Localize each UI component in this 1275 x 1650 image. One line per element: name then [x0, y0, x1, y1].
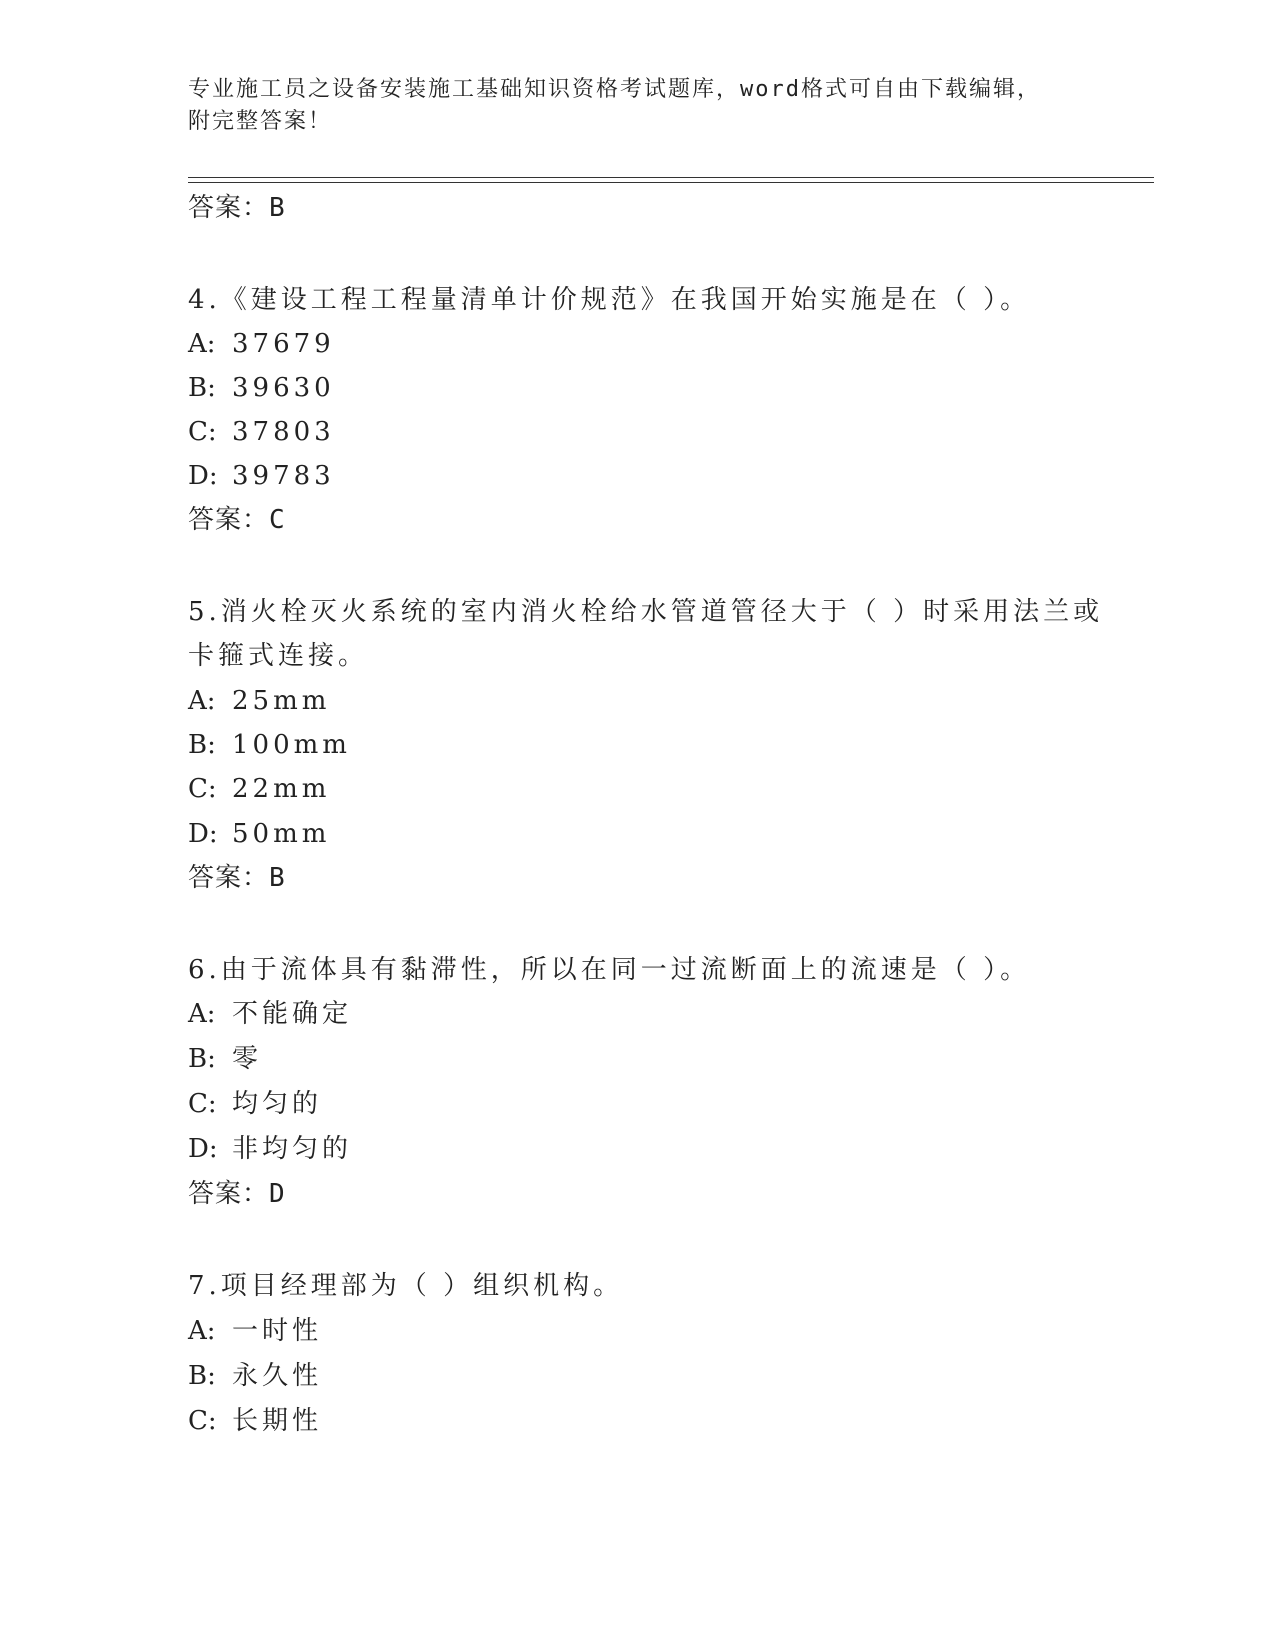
option-text: 零: [232, 1044, 263, 1074]
header-divider-top: [188, 177, 1154, 178]
answer-line-q4: [188, 503, 286, 537]
question-7-text: 7.项目经理部为（ ）组织机构。: [188, 1271, 624, 1301]
option-label: A:: [188, 329, 216, 359]
question-5-option-b: [188, 728, 351, 762]
option-text: 50mm: [232, 819, 331, 849]
option-label: A:: [188, 1316, 216, 1346]
header-line-1: 专业施工员之设备安装施工基础知识资格考试题库，word格式可自由下载编辑，: [188, 77, 1041, 102]
option-text: 37803: [232, 417, 335, 447]
question-5-option-d: [188, 817, 330, 851]
question-6-option-c: [188, 1087, 322, 1121]
answer-line-q3: [188, 191, 286, 225]
question-4-option-c: [188, 415, 335, 449]
option-label: D:: [188, 461, 218, 491]
option-text: 不能确定: [232, 999, 353, 1029]
option-text: 37679: [232, 329, 335, 359]
option-label: C:: [188, 774, 217, 804]
option-label: B:: [188, 730, 216, 760]
question-4-option-a: [188, 327, 335, 361]
option-label: B:: [188, 373, 216, 403]
answer-label: 答案：: [188, 505, 270, 535]
question-4-option-b: [188, 371, 335, 405]
option-label: D:: [188, 1134, 218, 1164]
option-label: B:: [188, 1361, 216, 1391]
option-label: C:: [188, 1089, 217, 1119]
option-label: D:: [188, 819, 218, 849]
question-5-text-line-1: 5.消火栓灭火系统的室内消火栓给水管道管径大于（ ）时采用法兰或: [188, 597, 1104, 627]
option-text: 25mm: [232, 686, 331, 716]
option-text: 39783: [232, 461, 335, 491]
question-4-text: 4.《建设工程工程量清单计价规范》在我国开始实施是在（ ）。: [188, 285, 1031, 315]
question-6-option-b: [188, 1042, 262, 1076]
option-text: 100mm: [232, 730, 351, 760]
question-7-option-b: [188, 1359, 322, 1393]
answer-value: B: [269, 193, 286, 223]
answer-line-q5: [188, 861, 286, 895]
option-label: B:: [188, 1044, 216, 1074]
answer-label: 答案：: [188, 193, 270, 223]
answer-label: 答案：: [188, 1179, 270, 1209]
question-5-option-a: [188, 684, 330, 718]
question-6-option-a: [188, 997, 352, 1031]
option-text: 一时性: [232, 1316, 323, 1346]
option-label: A:: [188, 999, 216, 1029]
document-header: [188, 74, 1068, 138]
question-6-option-d: [188, 1132, 352, 1166]
option-text: 非均匀的: [232, 1134, 353, 1164]
header-divider-bottom: [188, 182, 1154, 183]
question-5-text-line-2: 卡箍式连接。: [188, 641, 369, 671]
option-text: 39630: [232, 373, 335, 403]
answer-value: B: [269, 863, 286, 893]
answer-value: D: [269, 1179, 286, 1209]
option-label: C:: [188, 417, 217, 447]
answer-line-q6: [188, 1177, 286, 1211]
question-7-option-a: [188, 1314, 322, 1348]
option-text: 均匀的: [232, 1089, 323, 1119]
answer-value: C: [269, 505, 286, 535]
answer-label: 答案：: [188, 863, 270, 893]
option-text: 22mm: [232, 774, 331, 804]
question-4-option-d: [188, 459, 335, 493]
header-line-2: 附完整答案！: [188, 109, 333, 134]
option-label: C:: [188, 1406, 217, 1436]
question-5-option-c: [188, 772, 330, 806]
option-label: A:: [188, 686, 216, 716]
question-6-text: 6.由于流体具有黏滞性，所以在同一过流断面上的流速是（ ）。: [188, 955, 1031, 985]
question-7-option-c: [188, 1404, 322, 1438]
option-text: 长期性: [232, 1406, 323, 1436]
option-text: 永久性: [232, 1361, 323, 1391]
